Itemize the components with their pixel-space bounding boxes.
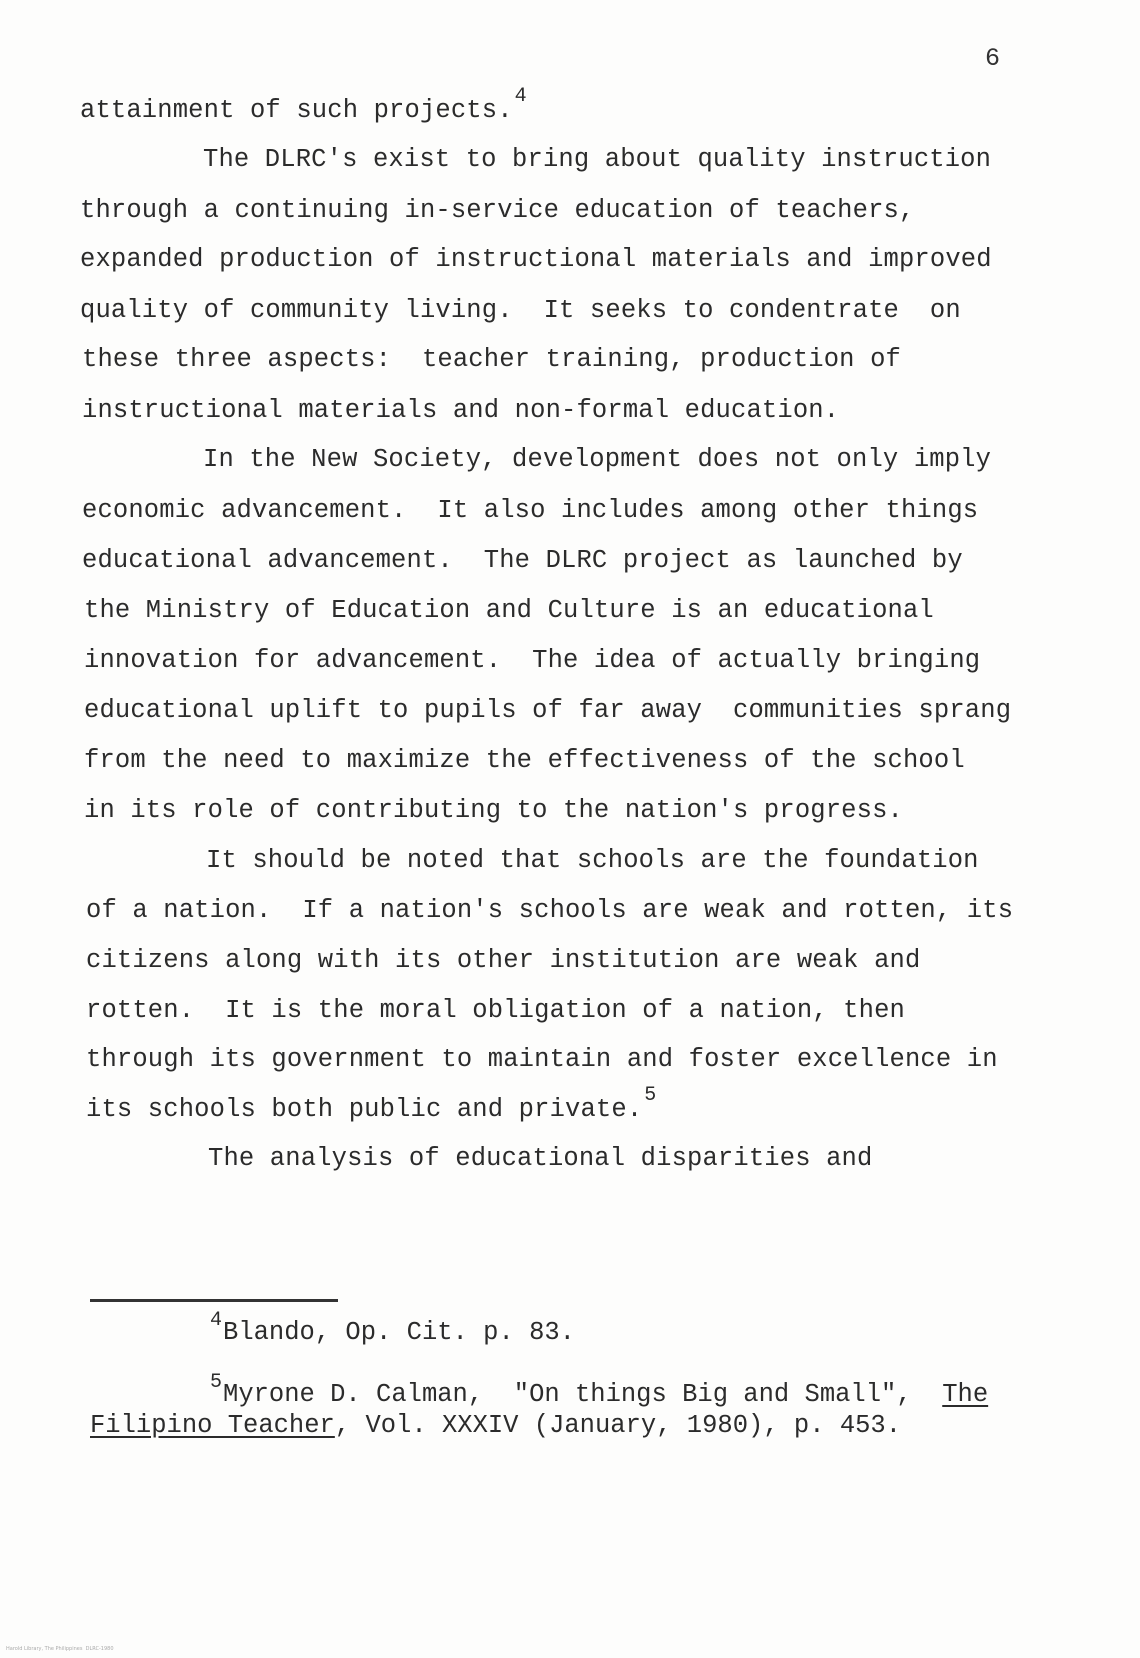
footnote-separator: [90, 1299, 338, 1302]
text-line: economic advancement. It also includes among other things: [82, 496, 979, 525]
text-line: educational uplift to pupils of far away communities sprang: [84, 696, 1012, 725]
scan-footer: Harold Library, The Philippines DLRC-1980: [6, 1646, 114, 1652]
journal-title: Filipino Teacher: [90, 1411, 335, 1440]
text-line: The DLRC's exist to bring about quality instruction: [203, 145, 992, 174]
footnote-ref-4: 4: [514, 85, 527, 108]
text-line: from the need to maximize the effectiveness of the school: [84, 746, 965, 775]
text-line: It should be noted that schools are the foundation: [206, 846, 979, 875]
footnote-5: $^5$Myrone D. Calman, "On things Big and Small", The: [210, 1371, 989, 1409]
text-line: innovation for advancement. The idea of actually bringing: [84, 646, 981, 675]
text-line: the Ministry of Education and Culture is an educational: [84, 596, 934, 625]
text-line: rotten. It is the moral obligation of a nation, then: [86, 996, 905, 1025]
text-line: quality of community living. It seeks to condentrate on: [80, 296, 961, 325]
text-line: through a continuing in-service education of teachers,: [80, 196, 915, 225]
text-line: these three aspects: teacher training, production of: [82, 345, 901, 374]
page-number: 6: [985, 44, 1001, 73]
journal-title: The: [942, 1380, 989, 1409]
text-line: educational advancement. The DLRC project as launched by: [82, 546, 963, 575]
text-line: expanded production of instructional materials and improved: [80, 245, 992, 274]
text-line: in its role of contributing to the nation's progress.: [84, 796, 903, 825]
text-line: through its government to maintain and foster excellence in: [86, 1045, 998, 1074]
footnote-ref-5: 5: [644, 1084, 657, 1107]
text-line: The analysis of educational disparities and: [208, 1144, 873, 1173]
footnote-marker: 5: [210, 1371, 223, 1394]
text-line: In the New Society, development does not only imply: [203, 445, 992, 474]
footnote-5-continued: Filipino Teacher, Vol. XXXIV (January, 1980), p. 453.: [90, 1411, 902, 1440]
text-line: instructional materials and non-formal education.: [82, 396, 840, 425]
footnote-4: $^4$Blando, Op. Cit. p. 83.: [210, 1309, 575, 1347]
text-line: attainment of such projects. $^4$: [80, 85, 527, 125]
text-line: its schools both public and private. $^5$: [86, 1084, 657, 1124]
text-line: citizens along with its other institution are weak and: [86, 946, 921, 975]
text-line: of a nation. If a nation's schools are weak and rotten, its: [86, 896, 1014, 925]
footnote-marker: 4: [210, 1309, 223, 1332]
